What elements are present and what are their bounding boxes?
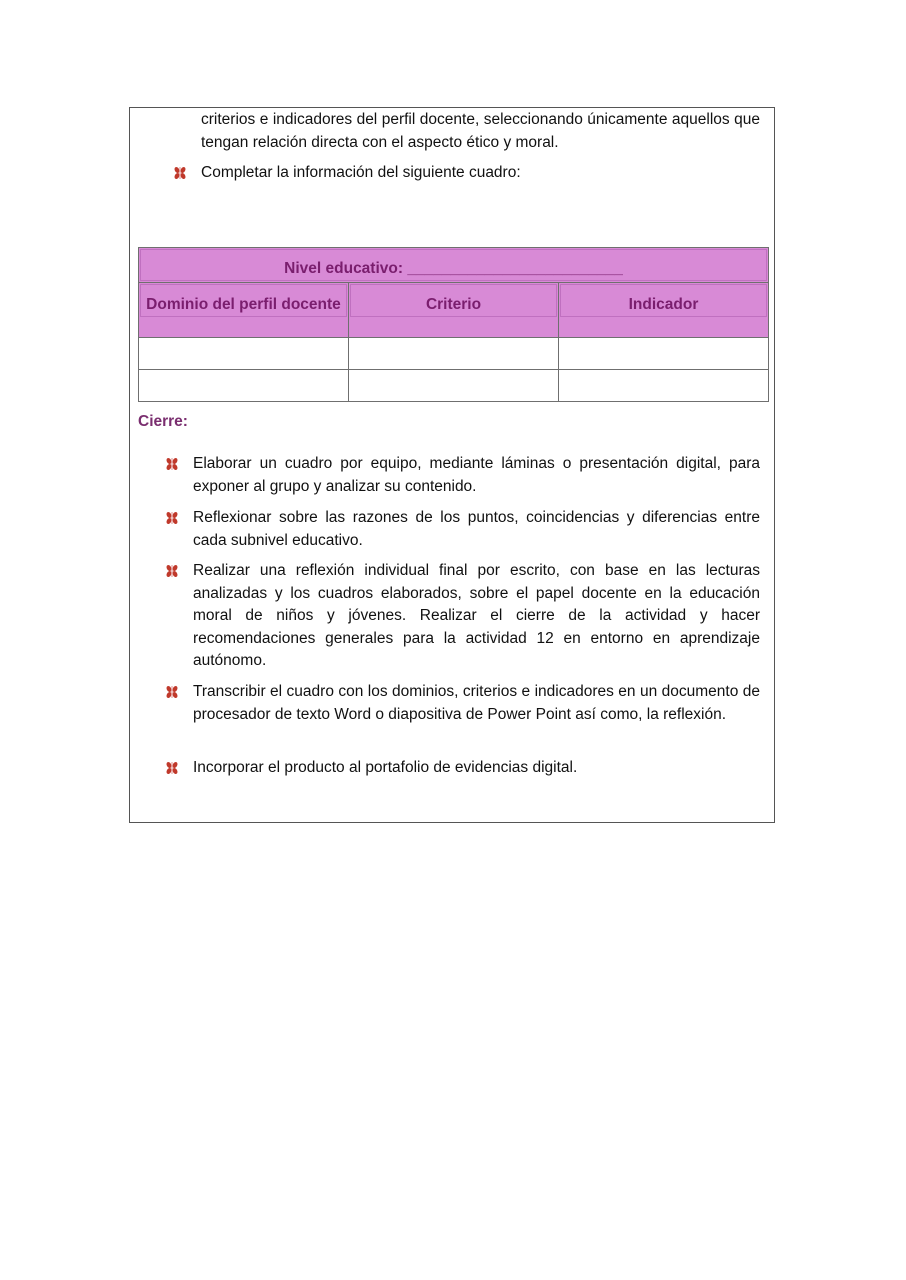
flower-bullet-icon [164,510,180,526]
flower-bullet-icon [164,760,180,776]
column-header-criterio: Criterio [349,283,559,338]
closing-item [164,757,760,780]
closing-item [164,453,760,498]
flower-bullet-icon [164,684,180,700]
flower-bullet-icon [164,456,180,472]
closing-item-text: Transcribir el cuadro con los dominios, criterios e indicadores en un documento de procesador de texto Word o diapositiva de Power Point así como, la reflexión. [193,683,760,723]
table-row [139,338,769,370]
closing-item-text: Elaborar un cuadro por equipo, mediante láminas o presentación digital, para exponer al grupo y analizar su contenido. [193,455,760,495]
column-header-indicador: Indicador [559,283,769,338]
closing-item-text: Incorporar el producto al portafolio de evidencias digital. [193,759,578,776]
column-header-dominio: Dominio del perfil docente [139,283,349,338]
closing-item [164,560,760,673]
closing-item [164,507,760,552]
closing-item-text: Realizar una reflexión individual final por escrito, con base en las lecturas analizadas y los cuadros elaborados, sobre el papel docente en la educación moral de niños y jóvenes. Realizar el cierre de la actividad y hacer recomendaciones generales para la actividad 12 en entorno en aprendizaje autónomo. [193,562,760,669]
table-cell[interactable] [559,338,769,370]
intro-bullet-text: Completar la información del siguiente cuadro: [201,164,521,181]
intro-bullet-item [172,162,760,185]
table-cell[interactable] [349,338,559,370]
table-cell[interactable] [559,370,769,402]
table-cell[interactable] [349,370,559,402]
evaluation-table [138,247,769,402]
flower-bullet-icon [172,165,188,181]
intro-continued-text: criterios e indicadores del perfil docente, seleccionando únicamente aquellos que tengan relación directa con el aspecto ético y moral. [201,111,760,151]
table-cell[interactable] [139,338,349,370]
table-row [139,370,769,402]
closing-item [164,681,760,726]
table-cell[interactable] [139,370,349,402]
closing-item-text: Reflexionar sobre las razones de los puntos, coincidencias y diferencias entre cada subnivel educativo. [193,509,760,549]
table-title: Nivel educativo: _________________________ [140,249,767,281]
table-title-cell [139,248,769,283]
flower-bullet-icon [164,563,180,579]
closing-heading: Cierre: [138,413,188,430]
